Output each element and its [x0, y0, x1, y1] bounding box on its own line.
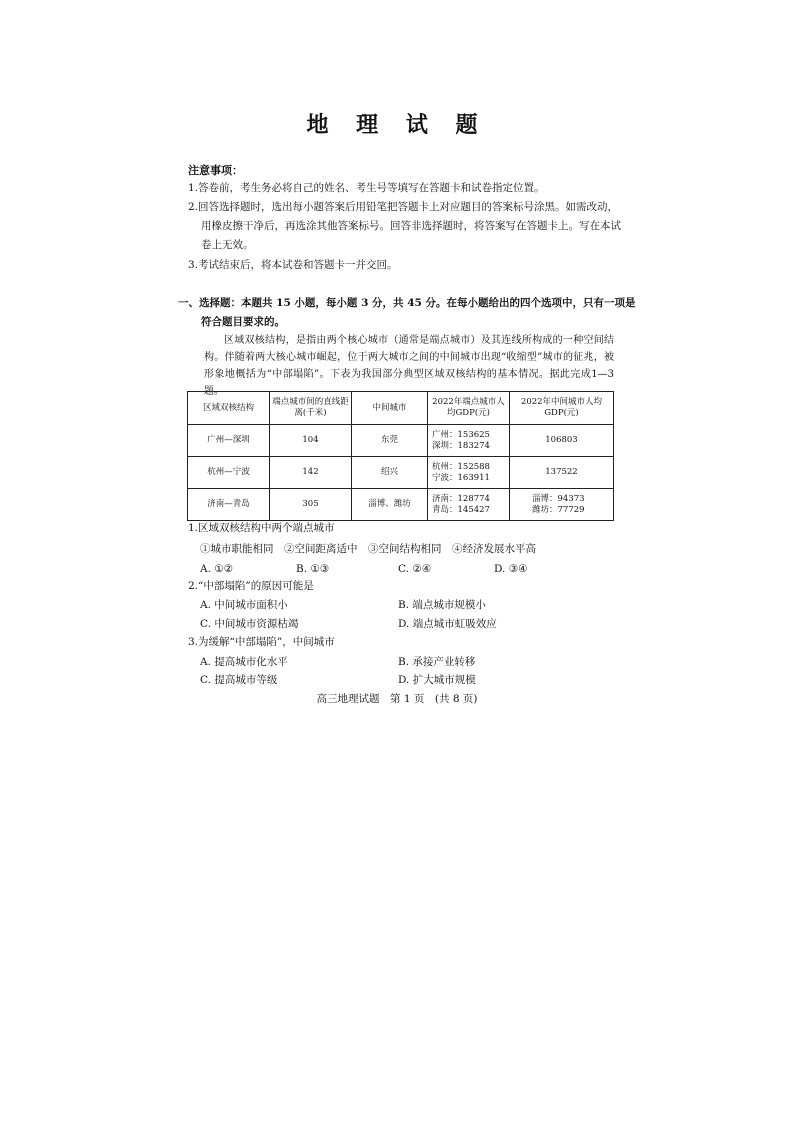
cell-distance: 142 [270, 457, 352, 489]
notice-item-2: 2.回答选择题时，选出每小题答案后用铅笔把答题卡上对应题目的答案标号涂黑。如需改动， [188, 201, 619, 213]
cell-end-gdp [428, 489, 510, 521]
header-distance: 端点城市间的直线距离(千米) [270, 392, 352, 425]
table-header-row [188, 392, 614, 425]
section-heading-cont: 符合题目要求的。 [201, 316, 285, 328]
table-row [188, 457, 614, 489]
question-1-option-c: C. ②④ [398, 563, 432, 575]
table-row [188, 489, 614, 521]
cell-middle-city: 东莞 [352, 425, 428, 457]
mid-gdp-1: 137522 [545, 467, 578, 477]
cell-middle-gdp [510, 425, 614, 457]
notice-item-1: 1.答卷前，考生务必将自己的姓名、考生号等填写在答题卡和试卷指定位置。 [188, 182, 545, 194]
mid-gdp-1: 淄博：94373 [532, 493, 585, 504]
notice-item-2-cont: 用橡皮擦干净后，再选涂其他答案标号。回答非选择题时，将答案写在答题卡上。写在本试 [201, 220, 621, 232]
question-3-option-b: B. 承接产业转移 [398, 656, 476, 668]
notice-item-3: 3.考试结束后，将本试卷和答题卡一并交回。 [188, 259, 398, 271]
page-footer: 高三地理试题 第 1 页 (共 8 页) [316, 693, 478, 705]
question-1-option-b: B. ①③ [296, 563, 330, 575]
question-2-option-c: C. 中间城市资源枯竭 [200, 618, 299, 630]
cell-middle-city: 淄博、潍坊 [352, 489, 428, 521]
page-title: 地 理 试 题 [306, 112, 488, 138]
cell-distance: 305 [270, 489, 352, 521]
notice-item-2-cont2: 卷上无效。 [201, 239, 254, 251]
question-2-option-b: B. 端点城市规模小 [398, 599, 486, 611]
passage-text: 区域双核结构，是指由两个核心城市（通常是端点城市）及其连线所构成的一种空间结构。伴随着两大核心城市崛起，位于两大城市之间的中间城市出现“收缩型”城市的征兆，被形象地概括为“中部塌陷”。下表为我国部分典型区域双核结构的基本情况。据此完成1—3题。 [204, 335, 614, 397]
question-3-option-a: A. 提高城市化水平 [200, 656, 288, 668]
cell-end-gdp [428, 425, 510, 457]
end-gdp-2: 宁波：163911 [432, 472, 490, 483]
question-3-stem: 3.为缓解“中部塌陷”，中间城市 [188, 636, 335, 648]
question-3-option-c: C. 提高城市等级 [200, 674, 278, 686]
mid-gdp-1: 106803 [545, 435, 578, 445]
mid-gdp-2: 潍坊：77729 [532, 504, 585, 515]
end-gdp-1: 广州：153625 [432, 429, 490, 440]
notice-heading: 注意事项： [188, 164, 243, 177]
question-1-statements: ①城市职能相同 ②空间距离适中 ③空间结构相同 ④经济发展水平高 [200, 543, 536, 555]
reading-passage [204, 332, 614, 400]
cell-middle-city: 绍兴 [352, 457, 428, 489]
question-1-option-d: D. ③④ [494, 563, 528, 575]
cell-structure: 济南—青岛 [188, 489, 270, 521]
cell-distance: 104 [270, 425, 352, 457]
header-structure: 区域双核结构 [188, 392, 270, 425]
header-end-gdp: 2022年端点城市人均GDP(元) [428, 392, 510, 425]
cell-middle-gdp [510, 489, 614, 521]
section-heading: 一、选择题：本题共 15 小题，每小题 3 分，共 45 分。在每小题给出的四个选项中，只有一项是 [178, 297, 636, 309]
cell-structure: 广州—深圳 [188, 425, 270, 457]
cell-structure: 杭州—宁波 [188, 457, 270, 489]
header-middle-city: 中间城市 [352, 392, 428, 425]
table-row [188, 425, 614, 457]
end-gdp-1: 济南：128774 [432, 493, 490, 504]
question-2-option-d: D. 端点城市虹吸效应 [398, 618, 497, 630]
end-gdp-1: 杭州：152588 [432, 461, 490, 472]
data-table [187, 391, 614, 521]
question-1-stem: 1.区域双核结构中两个端点城市 [188, 522, 335, 534]
end-gdp-2: 深圳：183274 [432, 440, 490, 451]
question-2-stem: 2.“中部塌陷”的原因可能是 [188, 580, 314, 592]
end-gdp-2: 青岛：145427 [432, 504, 490, 515]
cell-end-gdp [428, 457, 510, 489]
question-2-option-a: A. 中间城市面积小 [200, 599, 288, 611]
question-1-option-a: A. ①② [200, 563, 234, 575]
cell-middle-gdp [510, 457, 614, 489]
header-middle-gdp: 2022年中间城市人均GDP(元) [510, 392, 614, 425]
question-3-option-d: D. 扩大城市规模 [398, 674, 476, 686]
